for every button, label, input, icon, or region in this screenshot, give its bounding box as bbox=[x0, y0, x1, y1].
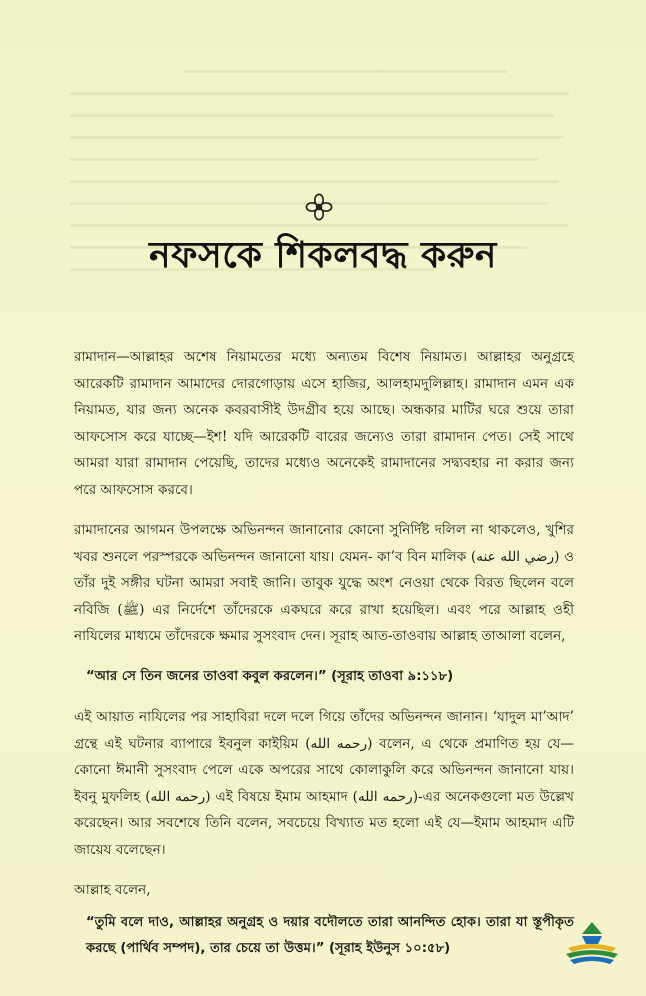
chapter-body bbox=[74, 344, 574, 963]
quote-text: “তুমি বলে দাও, আল্লাহর অনুগ্রহ ও দয়ার বদৌলতে তারা আনন্দিত হোক। তারা যা স্তূপীকৃত করছে (পার্থিব সম্পদ), তার চেয়ে তা উত্তম।” bbox=[86, 914, 574, 956]
paragraph: এই আয়াত নাযিলের পর সাহাবিরা দলে দলে গিয়ে তাঁদের অভিনন্দন জানান। ‘যাদুল মা’আদ’ গ্রন্থে এই ঘটনার ব্যাপারে ইবনুল কাইয়িম (رحمه الله) বলেন, এ থেকে প্রমাণিত হয় যে—কোনো ঈমানী সুসংবাদ পেলে একে অপরের সাথে কোলাকুলি করে অভিনন্দন জানানো যায়। ইবনু মুফলিহ (رحمه الله) এই বিষয়ে ইমাম আহমাদ (رحمه الله)-এর অনেকগুলো মত উল্লেখ করেছেন। আর সবশেষে তিনি বলেন, সবচেয়ে বিখ্যাত মত হলো এই যে—ইমাম আহমাদ এটি জায়েয বলেছেন। bbox=[74, 709, 574, 858]
flower-icon bbox=[305, 193, 333, 221]
paragraph: রামাদান—আল্লাহর অশেষ নিয়ামতের মধ্যে অন্যতম বিশেষ নিয়ামত। আল্লাহর অনুগ্রহে আরেকটি রামাদান আমাদের দোরগোড়ায় এসে হাজির, আলহামদুলিল্লাহ। রামাদান এমন এক নিয়ামত, যার জন্য অনেক কবরবাসীই উদগ্রীব হয়ে আছে। অন্ধকার মাটির ঘরে শুয়ে তারা আফসোস করে যাচ্ছে—ইশ! যদি আরেকটি বারের জন্যেও তারা রামাদান পেত। সেই সাথে আমরা যারা রামাদান পেয়েছি, তাদের মধ্যেও অনেকেই রামাদানের সদ্ব্যবহার না করার জন্য পরে আফসোস করবে। bbox=[74, 349, 574, 498]
chapter-title: নফসকে শিকলবদ্ধ করুন bbox=[149, 235, 497, 276]
paragraph: রামাদানের আগমন উপলক্ষে অভিনন্দন জানানোর কোনো সুনির্দিষ্ট দলিল না থাকলেও, খুশির খবর শুনলে পরস্পরকে অভিনন্দন জানানো যায়। যেমন- কা’ব বিন মালিক (رضي الله عنه) ও তাঁর দুই সঙ্গীর ঘটনা আমরা সবাই জানি। তাবুক যুদ্ধে অংশ নেওয়া থেকে বিরত ছিলেন বলে নবিজি (ﷺ) এর নির্দেশে তাঁদেরকে একঘরে করে রাখা হয়েছিল। এবং পরে আল্লাহ ওহী নাযিলের মাধ্যমে তাঁদেরকে ক্ষমার সুসংবাদ দেন। সূরাহ আত-তাওবায় আল্লাহ তাআলা বলেন, bbox=[74, 522, 575, 644]
paragraph: আল্লাহ বলেন, bbox=[74, 882, 151, 898]
quote-block bbox=[74, 664, 574, 691]
quote-reference: (সূরাহ তাওবা ৯:১১৮) bbox=[331, 668, 454, 684]
quote-block bbox=[74, 910, 574, 963]
publisher-logo bbox=[562, 920, 622, 968]
quote-text: “আর সে তিন জনের তাওবা কবুল করলেন।” bbox=[86, 668, 327, 684]
quote-reference: (সূরাহ ইউনুস ১০:৫৮) bbox=[328, 941, 451, 956]
